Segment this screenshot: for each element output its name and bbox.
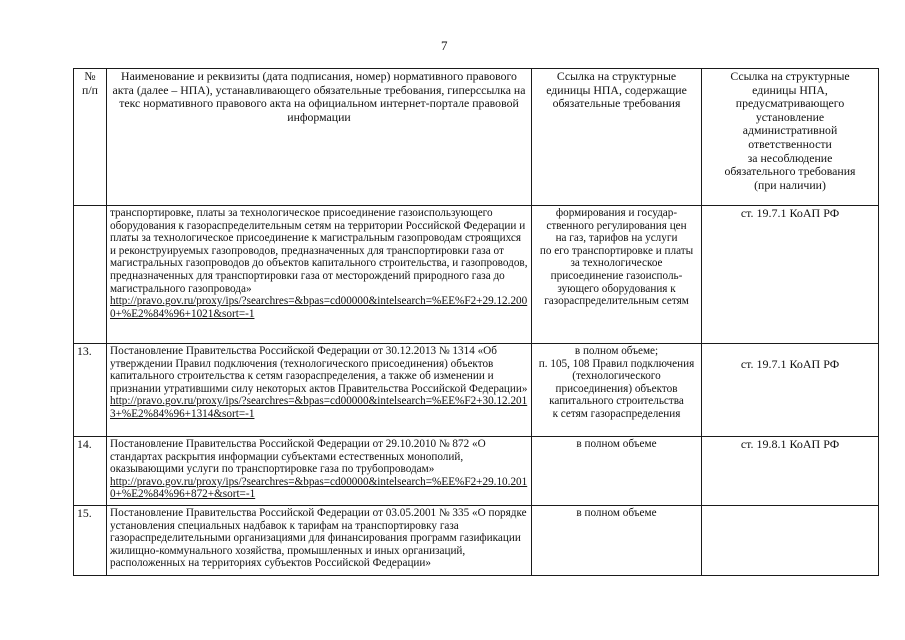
page-number: 7: [441, 38, 448, 53]
row-number: 15.: [74, 506, 107, 576]
row-admin-responsibility: ст. 19.7.1 КоАП РФ: [702, 344, 879, 437]
npa-title: Постановление Правительства Российской Федерации от 03.05.2001 № 335 «О порядке установления специальных надбавок к тарифам на транспортировку газа газораспределительными организациями для финансирования программ газификации жилищно-коммунального хозяйства, промышленных и иных организаций, расположенных на территориях субъектов Российской Федерации»: [110, 507, 527, 570]
npa-link[interactable]: http://pravo.gov.ru/proxy/ips/?searchres=&bpas=cd00000&intelsearch=%EE%F2+29.10.2010+%E2%84%96+872+&sort=-1: [110, 475, 528, 501]
header-number: № п/п: [74, 69, 107, 206]
npa-title: транспортировке, платы за технологическое присоединение газоиспользующего оборудования к газораспределительным сетям на территории Российской Федерации и платы за технологическое присоединение к магистральным газопроводам строящихся и реконструируемых газопроводов, предназначенных для транспортировки газа от магистральных газопроводов до объектов капитального строительства, и газопроводов, предназначенных для транспортировки газа от месторождений природного газа до магистрального газопровода»: [110, 207, 528, 295]
npa-link[interactable]: http://pravo.gov.ru/proxy/ips/?searchres=&bpas=cd00000&intelsearch=%EE%F2+30.12.2013+%E2%84%96+1314&sort=-1: [110, 395, 528, 420]
header-npa-name: Наименование и реквизиты (дата подписания, номер) нормативного правового акта (далее – НПА), устанавливающего обязательные требования, гиперссылка на текс нормативного правового акта на официальном интернет-портале правовой информации: [107, 69, 532, 206]
row-npa-name: [107, 206, 532, 344]
row-number: 14.: [74, 437, 107, 506]
table-row: [74, 344, 879, 437]
row-structural-units: формирования и государ- ственного регулирования цен на газ, тарифов на услуги по его транспортировке и платы за технологическое присоединение газоисполь- зующего оборудования к газораспределительным сетям: [532, 206, 702, 344]
header-structural-units: Ссылка на структурные единицы НПА, содержащие обязательные требования: [532, 69, 702, 206]
table-row: [74, 506, 879, 576]
row-admin-responsibility: [702, 506, 879, 576]
row-structural-units: в полном объеме: [532, 437, 702, 506]
row-structural-units: в полном объеме: [532, 506, 702, 576]
npa-title: Постановление Правительства Российской Федерации от 30.12.2013 № 1314 «Об утверждении Правил подключения (технологического присоединения) объектов капитального строительства к сетям газораспределения, а также об изменении и признании утратившими силу некоторых актов Правительства Российской Федерации»: [110, 345, 528, 395]
table-row: [74, 206, 879, 344]
row-npa-name: [107, 437, 532, 506]
npa-title: Постановление Правительства Российской Федерации от 29.10.2010 № 872 «О стандартах раскрытия информации субъектами естественных монополий, оказывающими услуги по транспортировке газа по трубопроводам»: [110, 438, 486, 476]
row-number: [74, 206, 107, 344]
npa-link[interactable]: http://pravo.gov.ru/proxy/ips/?searchres=&bpas=cd00000&intelsearch=%EE%F2+29.12.2000+%E2%84%96+1021&sort=-1: [110, 295, 528, 320]
table-header-row: [74, 69, 879, 206]
row-structural-units: в полном объеме; п. 105, 108 Правил подключения (технологического присоединения) объектов капитального строительства к сетям газораспределения: [532, 344, 702, 437]
npa-requirements-table: [73, 68, 879, 576]
row-admin-responsibility: ст. 19.8.1 КоАП РФ: [702, 437, 879, 506]
row-admin-responsibility: ст. 19.7.1 КоАП РФ: [702, 206, 879, 344]
table-row: [74, 437, 879, 506]
row-npa-name: [107, 344, 532, 437]
header-admin-responsibility: Ссылка на структурные единицы НПА, предусматривающего установление административной ответственности за несоблюдение обязательного требования (при наличии): [702, 69, 879, 206]
row-npa-name: [107, 506, 532, 576]
row-number: 13.: [74, 344, 107, 437]
